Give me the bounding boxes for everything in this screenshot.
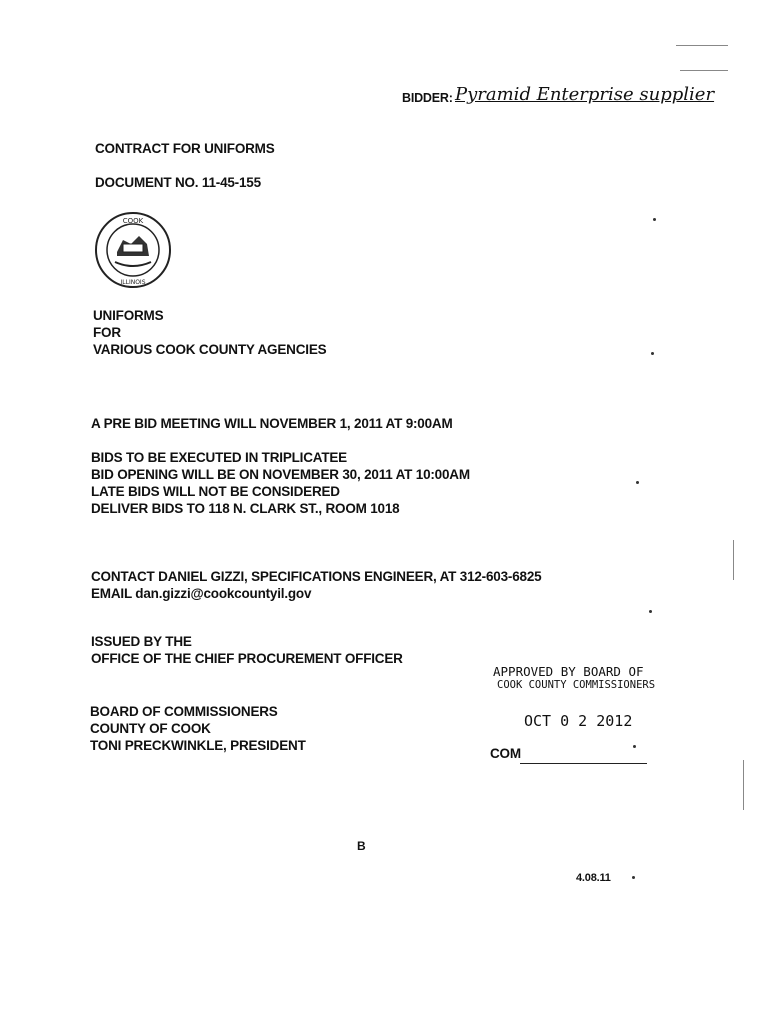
subject-line-3: VARIOUS COOK COUNTY AGENCIES bbox=[93, 342, 327, 357]
county-seal-icon bbox=[93, 210, 173, 290]
scan-edge-right-lower bbox=[743, 760, 744, 810]
contract-title: CONTRACT FOR UNIFORMS bbox=[95, 141, 275, 156]
subject-line-1: UNIFORMS bbox=[93, 308, 164, 323]
bidder-handwritten-value: Pyramid Enterprise supplier bbox=[455, 84, 715, 105]
board-line-2: COUNTY OF COOK bbox=[90, 721, 211, 736]
bids-triplicate: BIDS TO BE EXECUTED IN TRIPLICATEE bbox=[91, 450, 347, 465]
approval-stamp-line-2: COOK COUNTY COMMISSIONERS bbox=[497, 679, 656, 691]
board-line-3: TONI PRECKWINKLE, PRESIDENT bbox=[90, 738, 306, 753]
scan-edge-top-right bbox=[676, 45, 728, 46]
footer-mark: B bbox=[357, 839, 366, 853]
scan-edge-right bbox=[733, 540, 734, 580]
email-line: EMAIL dan.gizzi@cookcountyil.gov bbox=[91, 586, 312, 601]
speck bbox=[649, 610, 652, 613]
scan-edge-top-right-2 bbox=[680, 70, 728, 71]
svg-text:ILLINOIS: ILLINOIS bbox=[120, 279, 146, 286]
speck bbox=[653, 218, 656, 221]
svg-text:COOK: COOK bbox=[122, 217, 144, 225]
document-number: DOCUMENT NO. 11-45-155 bbox=[95, 175, 261, 190]
contact-line: CONTACT DANIEL GIZZI, SPECIFICATIONS ENGINEER, AT 312-603-6825 bbox=[91, 569, 542, 584]
subject-line-2: FOR bbox=[93, 325, 121, 340]
pre-bid-meeting: A PRE BID MEETING WILL NOVEMBER 1, 2011 AT 9:00AM bbox=[91, 416, 453, 431]
approval-stamp-date: OCT 0 2 2012 bbox=[524, 712, 633, 730]
issuer-line-1: ISSUED BY THE bbox=[91, 634, 192, 649]
bidder-label: BIDDER: bbox=[402, 91, 453, 105]
board-line-1: BOARD OF COMMISSIONERS bbox=[90, 704, 278, 719]
speck bbox=[632, 876, 635, 879]
com-label: COM bbox=[490, 746, 521, 761]
revision-date: 4.08.11 bbox=[576, 872, 611, 884]
speck bbox=[651, 352, 654, 355]
deliver-bids: DELIVER BIDS TO 118 N. CLARK ST., ROOM 1018 bbox=[91, 501, 400, 516]
speck bbox=[636, 481, 639, 484]
late-bids: LATE BIDS WILL NOT BE CONSIDERED bbox=[91, 484, 340, 499]
issuer-line-2: OFFICE OF THE CHIEF PROCUREMENT OFFICER bbox=[91, 651, 403, 666]
speck bbox=[633, 745, 636, 748]
bid-opening: BID OPENING WILL BE ON NOVEMBER 30, 2011 AT 10:00AM bbox=[91, 467, 470, 482]
com-signature-line bbox=[520, 763, 647, 764]
approval-stamp-line-1: APPROVED BY BOARD OF bbox=[493, 664, 644, 679]
